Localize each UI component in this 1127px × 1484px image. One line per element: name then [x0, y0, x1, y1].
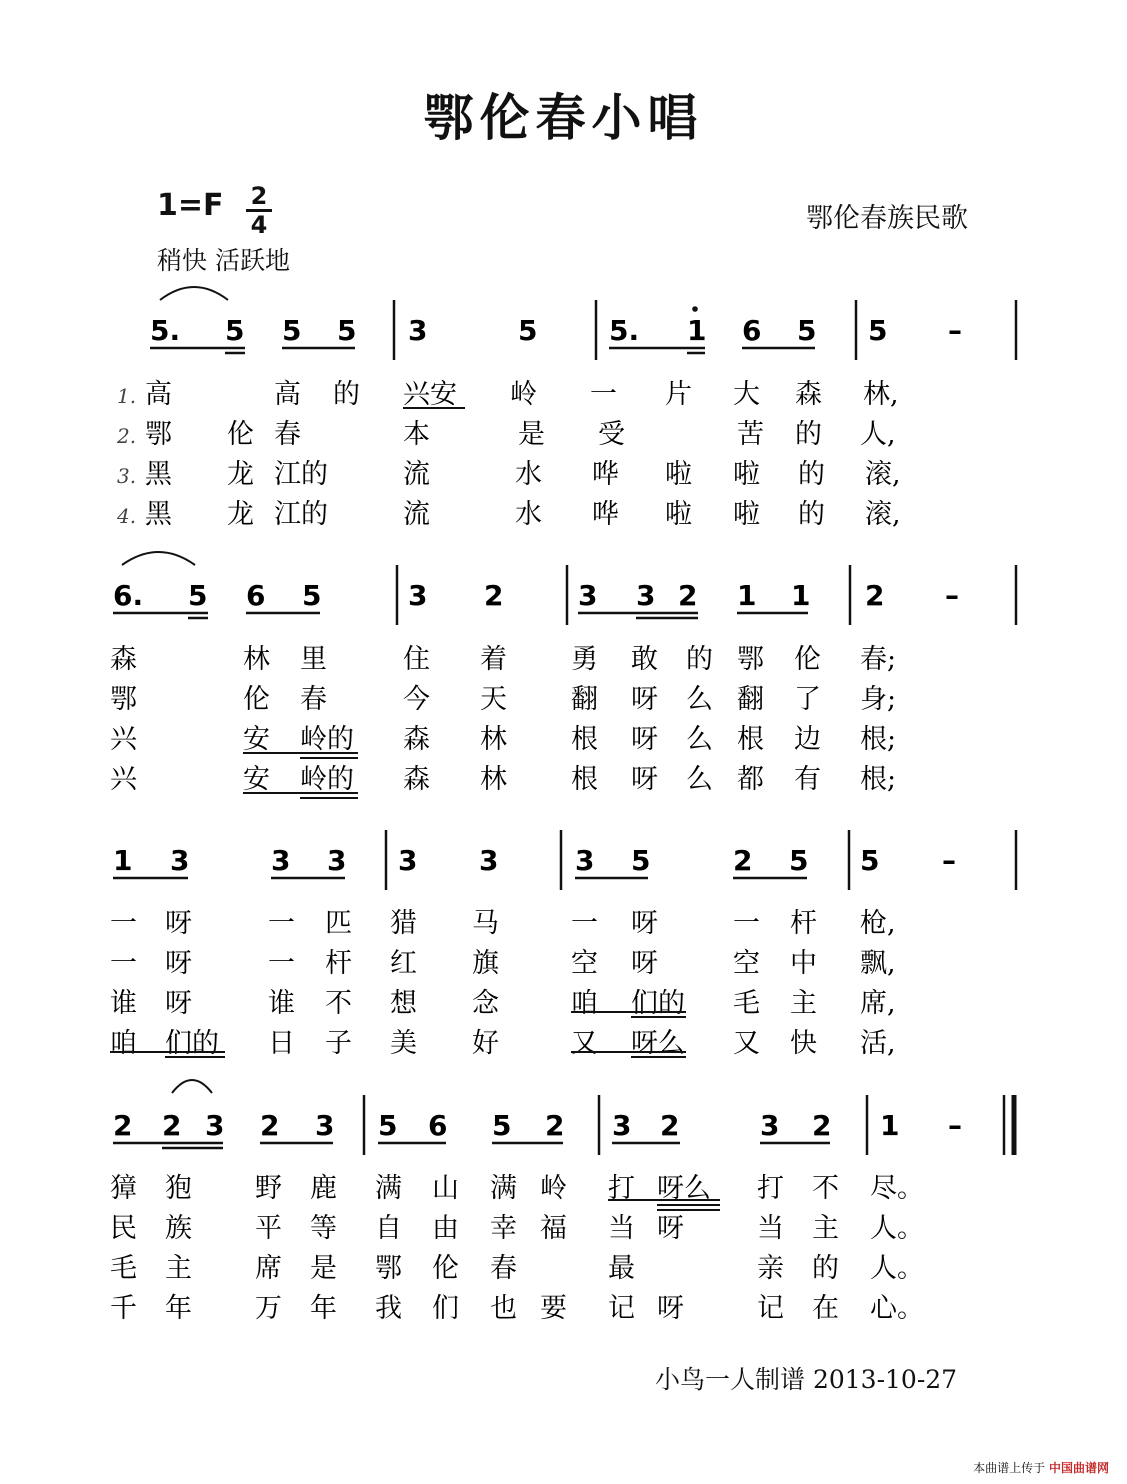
lyric-syllable: 鄂	[375, 1253, 402, 1284]
lyric-syllable: 最	[608, 1253, 635, 1284]
slur	[160, 287, 228, 300]
lyric-syllable: 咱	[571, 988, 598, 1019]
lyric-syllable: 勇	[571, 644, 598, 675]
note: 6	[742, 314, 762, 347]
lyric-syllable: 春;	[860, 644, 897, 675]
lyric-syllable: 兴	[110, 724, 137, 755]
note: 5	[188, 579, 208, 612]
slur	[172, 1080, 212, 1093]
lyric-syllable: 打	[757, 1173, 784, 1204]
note: 6	[428, 1109, 448, 1142]
lyric-syllable: 江的	[274, 459, 328, 490]
lyric-syllable: 我	[375, 1293, 402, 1324]
lyric-syllable: 鄂	[737, 644, 764, 675]
note: 1	[880, 1109, 900, 1142]
note: 2	[812, 1109, 832, 1142]
lyric-syllable: 空	[733, 948, 760, 979]
note: 2	[660, 1109, 680, 1142]
note: 5	[868, 314, 888, 347]
note: 3	[760, 1109, 780, 1142]
lyric-syllable: 子	[325, 1028, 352, 1059]
lyric-syllable: 等	[310, 1213, 337, 1244]
note: 1	[737, 579, 757, 612]
lyric-syllable: 快	[790, 1028, 817, 1059]
lyric-syllable: 根	[571, 724, 598, 755]
lyric-syllable: 呀么	[631, 1028, 685, 1059]
transcriber-credit: 小鸟一人制谱 2013-10-27	[655, 1365, 958, 1394]
time-signature-bottom: 4	[250, 211, 268, 239]
lyric-syllable: 人。	[870, 1253, 924, 1284]
lyric-syllable: 马	[472, 908, 499, 939]
lyric-syllable: 林,	[863, 379, 899, 410]
lyric-syllable: 呀	[165, 988, 192, 1019]
lyric-syllable: 林	[243, 644, 270, 675]
lyric-syllable: 苦	[737, 419, 764, 450]
lyric-syllable: 住	[403, 644, 430, 675]
lyric-syllable: 山	[432, 1173, 459, 1204]
note: 3	[636, 579, 656, 612]
lyric-syllable: 今	[403, 684, 430, 715]
lyric-syllable: 们的	[631, 988, 685, 1019]
note: 5	[225, 314, 245, 347]
lyric-syllable: 们	[432, 1293, 459, 1324]
lyric-syllable: 也	[490, 1293, 517, 1324]
verse-number: 1.	[117, 384, 137, 408]
note: 5	[797, 314, 817, 347]
note: 5	[518, 314, 538, 347]
lyric-syllable: 伦	[243, 684, 270, 715]
verse-number: 4.	[117, 504, 137, 528]
lyric-syllable: 记	[608, 1293, 635, 1324]
lyric-syllable: 野	[255, 1173, 282, 1204]
lyric-syllable: 有	[794, 764, 821, 795]
footer-site-logo: 中国曲谱网	[1048, 1461, 1109, 1475]
lyric-syllable: 啦	[665, 499, 692, 530]
note: 3	[205, 1109, 225, 1142]
lyric-syllable: 龙	[227, 459, 254, 490]
lyric-syllable: 念	[472, 988, 499, 1019]
lyric-syllable: 福	[540, 1213, 567, 1244]
time-signature-top: 2	[250, 182, 268, 210]
lyric-syllable: 边	[794, 724, 821, 755]
key-signature: 1=F	[157, 188, 224, 223]
lyric-syllable: 敢	[631, 644, 658, 675]
note: 2	[162, 1109, 182, 1142]
lyric-syllable: 的	[686, 644, 713, 675]
slur	[122, 552, 195, 565]
lyric-syllable: 主	[165, 1253, 192, 1284]
lyric-syllable: 心。	[870, 1293, 924, 1324]
lyric-syllable: 活,	[860, 1028, 896, 1059]
lyric-syllable: 哗	[592, 459, 619, 490]
note: 5	[631, 844, 651, 877]
lyric-syllable: 的	[798, 459, 825, 490]
lyric-syllable: 林	[480, 764, 507, 795]
lyric-syllable: 龙	[227, 499, 254, 530]
lyric-syllable: 千	[110, 1293, 137, 1324]
lyric-syllable: 么	[686, 684, 713, 715]
lyric-syllable: 森	[110, 644, 137, 675]
lyric-syllable: 黑	[145, 459, 172, 490]
lyric-syllable: 美	[390, 1028, 417, 1059]
lyric-syllable: 安	[243, 724, 270, 755]
lyric-syllable: 是	[518, 419, 545, 450]
note: 5	[282, 314, 302, 347]
lyric-syllable: 旗	[472, 948, 499, 979]
lyric-syllable: 兴	[110, 764, 137, 795]
lyric-syllable: 人,	[860, 419, 896, 450]
lyric-syllable: 一	[733, 908, 760, 939]
lyric-syllable: 鄂	[110, 684, 137, 715]
note: 3	[612, 1109, 632, 1142]
lyric-syllable: 尽。	[870, 1173, 924, 1204]
lyric-syllable: 大	[733, 379, 760, 410]
lyric-syllable: 啦	[665, 459, 692, 490]
verse-number: 2.	[117, 424, 137, 448]
note: 6.	[113, 579, 144, 612]
lyric-syllable: 当	[757, 1213, 784, 1244]
lyric-syllable: 席,	[860, 988, 896, 1019]
lyric-syllable: 滚,	[865, 459, 901, 490]
lyric-syllable: 主	[812, 1213, 839, 1244]
lyric-syllable: 杆	[790, 908, 817, 939]
lyric-syllable: 岭的	[300, 724, 354, 755]
note: 5	[302, 579, 322, 612]
lyric-syllable: 咱	[110, 1028, 137, 1059]
lyric-syllable: 岭	[540, 1173, 567, 1204]
lyric-syllable: 根;	[860, 724, 897, 755]
lyric-syllable: 根	[737, 724, 764, 755]
note: 1	[687, 314, 707, 347]
lyric-syllable: 呀	[631, 908, 658, 939]
lyric-syllable: 一	[571, 908, 598, 939]
lyric-syllable: 哗	[592, 499, 619, 530]
lyric-syllable: 受	[598, 419, 625, 450]
lyric-syllable: 是	[310, 1253, 337, 1284]
note: 5.	[609, 314, 640, 347]
lyric-syllable: 森	[795, 379, 822, 410]
lyric-syllable: 主	[790, 988, 817, 1019]
note: 2	[733, 844, 753, 877]
lyric-syllable: 都	[737, 764, 764, 795]
lyric-syllable: 啦	[733, 459, 760, 490]
lyric-syllable: 空	[571, 948, 598, 979]
lyric-syllable: 呀	[631, 724, 658, 755]
lyric-syllable: 的	[812, 1253, 839, 1284]
lyric-syllable: 了	[794, 684, 821, 715]
lyric-syllable: 又	[571, 1028, 598, 1059]
note: 3	[578, 579, 598, 612]
lyric-syllable: 森	[403, 724, 430, 755]
lyric-syllable: 满	[490, 1173, 517, 1204]
lyric-syllable: 席	[255, 1253, 282, 1284]
lyric-syllable: 翻	[571, 684, 598, 715]
lyric-syllable: 根	[571, 764, 598, 795]
lyric-syllable: 翻	[737, 684, 764, 715]
note: 5	[378, 1109, 398, 1142]
lyric-syllable: 獐	[110, 1173, 137, 1204]
lyric-syllable: 幸	[490, 1213, 517, 1244]
lyric-syllable: 天	[480, 684, 507, 715]
tempo-marking: 稍快 活跃地	[157, 246, 290, 275]
lyric-syllable: 平	[255, 1213, 282, 1244]
lyric-syllable: 鄂	[145, 419, 172, 450]
lyric-syllable: 呀	[165, 948, 192, 979]
note: 2	[865, 579, 885, 612]
lyric-syllable: 匹	[325, 908, 352, 939]
lyric-syllable: 呀	[165, 908, 192, 939]
note: 3	[575, 844, 595, 877]
lyric-syllable: 啦	[733, 499, 760, 530]
lyric-syllable: 高	[145, 379, 172, 410]
lyric-syllable: 高	[274, 379, 301, 410]
lyric-syllable: 呀	[631, 684, 658, 715]
note: 3	[315, 1109, 335, 1142]
lyric-syllable: 森	[403, 764, 430, 795]
lyric-syllable: 一	[268, 908, 295, 939]
note: 5	[789, 844, 809, 877]
lyric-syllable: 当	[608, 1213, 635, 1244]
lyric-syllable: 不	[325, 988, 352, 1019]
lyric-syllable: 本	[403, 419, 430, 450]
song-title: 鄂伦春小唱	[423, 88, 704, 147]
note: 5	[860, 844, 880, 877]
lyric-syllable: 谁	[268, 988, 295, 1019]
note: 3	[408, 579, 428, 612]
lyric-syllable: 一	[590, 379, 617, 410]
lyric-syllable: 春	[300, 684, 327, 715]
note: 1	[113, 844, 133, 877]
lyric-syllable: 呀	[631, 948, 658, 979]
lyric-syllable: 江的	[274, 499, 328, 530]
lyric-syllable: 想	[390, 988, 417, 1019]
note: –	[948, 314, 962, 347]
note: 5	[337, 314, 357, 347]
lyric-syllable: 不	[812, 1173, 839, 1204]
footer-prefix: 本曲谱上传于	[973, 1461, 1046, 1475]
note: 2	[545, 1109, 565, 1142]
lyric-syllable: 水	[515, 459, 542, 490]
lyric-syllable: 根;	[860, 764, 897, 795]
lyric-syllable: 谁	[110, 988, 137, 1019]
lyric-syllable: 岭的	[300, 764, 354, 795]
footer-source	[973, 1459, 1109, 1476]
lyric-syllable: 片	[665, 379, 692, 410]
lyric-syllable: 的	[798, 499, 825, 530]
verse-number: 3.	[117, 464, 137, 488]
lyric-syllable: 伦	[227, 419, 254, 450]
lyric-syllable: 年	[310, 1293, 337, 1324]
lyric-syllable: 们的	[165, 1028, 219, 1059]
note: 3	[271, 844, 291, 877]
lyric-syllable: 岭	[510, 379, 537, 410]
lyric-syllable: 年	[165, 1293, 192, 1324]
lyric-syllable: 毛	[733, 988, 760, 1019]
lyric-syllable: 打	[608, 1173, 635, 1204]
lyric-syllable: 要	[540, 1293, 567, 1324]
lyric-syllable: 狍	[165, 1173, 192, 1204]
note: –	[948, 1109, 962, 1142]
song-origin: 鄂伦春族民歌	[806, 203, 968, 234]
lyric-syllable: 记	[757, 1293, 784, 1324]
note: 2	[484, 579, 504, 612]
lyric-syllable: 鹿	[310, 1173, 337, 1204]
note: 5.	[150, 314, 181, 347]
note: 2	[260, 1109, 280, 1142]
lyric-syllable: 族	[165, 1213, 192, 1244]
note: 3	[408, 314, 428, 347]
lyric-syllable: 里	[300, 644, 327, 675]
lyric-syllable: 亲	[757, 1253, 784, 1284]
lyric-syllable: 中	[790, 948, 817, 979]
lyric-syllable: 万	[255, 1293, 282, 1324]
note: 3	[327, 844, 347, 877]
lyric-syllable: 呀么	[657, 1173, 711, 1204]
lyric-syllable: 伦	[432, 1253, 459, 1284]
note: 1	[791, 579, 811, 612]
lyric-syllable: 么	[686, 764, 713, 795]
lyric-syllable: 呀	[657, 1293, 684, 1324]
lyric-syllable: 由	[432, 1213, 459, 1244]
lyric-syllable: 自	[375, 1213, 402, 1244]
note: –	[942, 844, 956, 877]
lyric-syllable: 安	[243, 764, 270, 795]
lyric-syllable: 好	[472, 1028, 499, 1059]
high-octave-dot	[692, 306, 698, 312]
lyric-syllable: 着	[480, 644, 507, 675]
lyric-syllable: 黑	[145, 499, 172, 530]
lyric-syllable: 猎	[390, 908, 417, 939]
lyric-syllable: 飘,	[860, 948, 896, 979]
lyric-syllable: 兴安	[403, 379, 457, 410]
lyric-syllable: 在	[812, 1293, 839, 1324]
lyric-syllable: 流	[403, 499, 430, 530]
note: 3	[398, 844, 418, 877]
lyric-syllable: 水	[515, 499, 542, 530]
lyric-syllable: 一	[268, 948, 295, 979]
lyric-syllable: 的	[333, 379, 360, 410]
lyric-syllable: 身;	[860, 684, 897, 715]
lyric-syllable: 伦	[794, 644, 821, 675]
lyric-syllable: 枪,	[860, 908, 896, 939]
lyric-syllable: 春	[274, 419, 301, 450]
lyric-syllable: 民	[110, 1213, 137, 1244]
lyric-syllable: 呀	[631, 764, 658, 795]
lyric-syllable: 春	[490, 1253, 517, 1284]
lyric-syllable: 流	[403, 459, 430, 490]
lyric-syllable: 的	[795, 419, 822, 450]
note: 5	[492, 1109, 512, 1142]
lyric-syllable: 人。	[870, 1213, 924, 1244]
lyric-syllable: 毛	[110, 1253, 137, 1284]
lyric-syllable: 又	[733, 1028, 760, 1059]
lyric-syllable: 滚,	[865, 499, 901, 530]
note: 6	[246, 579, 266, 612]
note: –	[945, 579, 959, 612]
lyric-syllable: 一	[110, 948, 137, 979]
lyric-syllable: 么	[686, 724, 713, 755]
lyric-syllable: 林	[480, 724, 507, 755]
lyric-syllable: 红	[390, 948, 417, 979]
lyric-syllable: 一	[110, 908, 137, 939]
lyric-syllable: 日	[268, 1028, 295, 1059]
lyric-syllable: 呀	[657, 1213, 684, 1244]
note: 2	[678, 579, 698, 612]
note: 3	[479, 844, 499, 877]
note: 2	[113, 1109, 133, 1142]
lyric-syllable: 杆	[325, 948, 352, 979]
note: 3	[170, 844, 190, 877]
lyric-syllable: 满	[375, 1173, 402, 1204]
